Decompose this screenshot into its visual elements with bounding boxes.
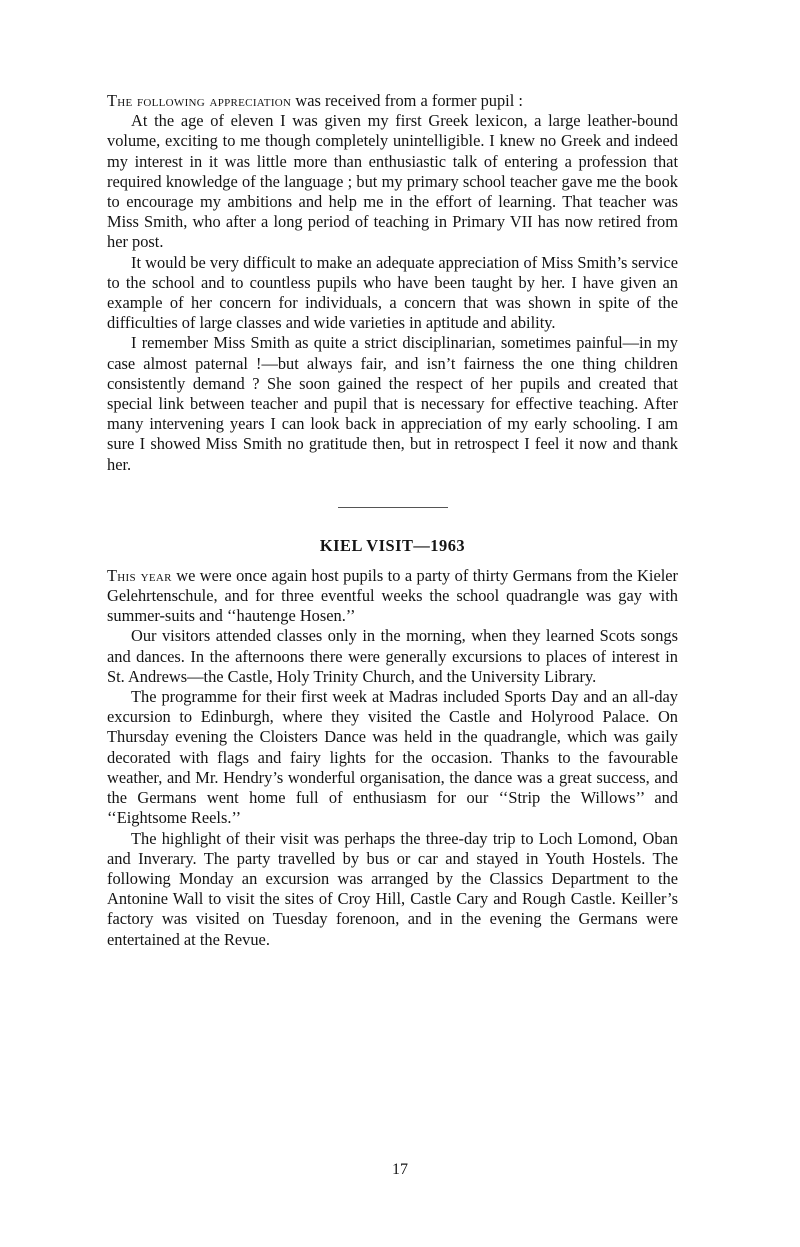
paragraph: The programme for their first week at Madras included Sports Day and an all-day excursion to Edinburgh, where they visited the Castle and Holyrood Palace. On Thursday evening the Cloisters Dance was held in the quadrangle, which was gaily decorated with flags and fairy lights for the occasion. Thanks to the favourable weather, and Mr. Hendry’s wonderful organisation, the dance was a great success, and the Germans went home full of enthusiasm for our ‘‘Strip the Willows’’ and ‘‘Eightsome Reels.’’ [107,687,678,828]
kiel-visit-section [107,536,678,950]
intro-text: we were once again host pupils to a party of thirty Germans from the Kieler Gelehrtenschule, and for three eventful weeks the school quadrangle was gay with summer-suits and ‘‘hautenge Hosen.’’ [107,565,679,626]
section-divider [338,507,448,508]
page-number: 17 [392,1161,408,1178]
paragraph: The highlight of their visit was perhaps the three-day trip to Loch Lomond, Oban and Inverary. The party travelled by bus or car and stayed in Youth Hostels. The following Monday an excursion was arranged by the Classics Department to the Antonine Wall to visit the sites of Croy Hill, Castle Cary and Rough Castle. Keiller’s factory was visited on Tuesday forenoon, and in the evening the Germans were entertained at the Revue. [107,828,678,949]
page-content [107,91,678,950]
paragraph: At the age of eleven I was given my first Greek lexicon, a large leather-bound volume, exciting to me though completely unintelligible. I knew no Greek and indeed my interest in it was little more than enthusiastic talk of entering a profession that required knowledge of the language ; but my primary school teacher gave me the book to encourage my ambitions and help me in the effort of learning. That teacher was Miss Smith, who after a long period of teaching in Primary VII has now retired from her post. [107,111,678,252]
intro-small-caps: The following appreciation [107,91,292,110]
paragraph: Our visitors attended classes only in the morning, when they learned Scots songs and dances. In the afternoons there were generally excursions to places of interest in St. Andrews—the Castle, Holy Trinity Church, and the University Library. [107,626,678,686]
kiel-intro [107,566,678,627]
paragraph: It would be very difficult to make an adequate appreciation of Miss Smith’s service to the school and to countless pupils who have been taught by her. I have given an example of her concern for individuals, a concern that was shown in spite of the difficulties of large classes and wide varieties in aptitude and ability. [107,252,678,333]
section-heading: KIEL VISIT—1963 [319,535,466,555]
paragraph: I remember Miss Smith as quite a strict disciplinarian, sometimes painful—in my case almost paternal !—but always fair, and isn’t fairness the one thing children consistently demand ? She soon gained the respect of her pupils and created that special link between teacher and pupil that is necessary for effective teaching. After many intervening years I can look back in appreciation of my early schooling. I am sure I showed Miss Smith no gratitude then, but in retrospect I feel it now and thank her. [107,333,678,474]
appreciation-section [107,91,678,475]
appreciation-intro [107,91,678,111]
intro-text: was received from a former pupil : [291,91,523,110]
intro-small-caps: This year [107,565,172,585]
